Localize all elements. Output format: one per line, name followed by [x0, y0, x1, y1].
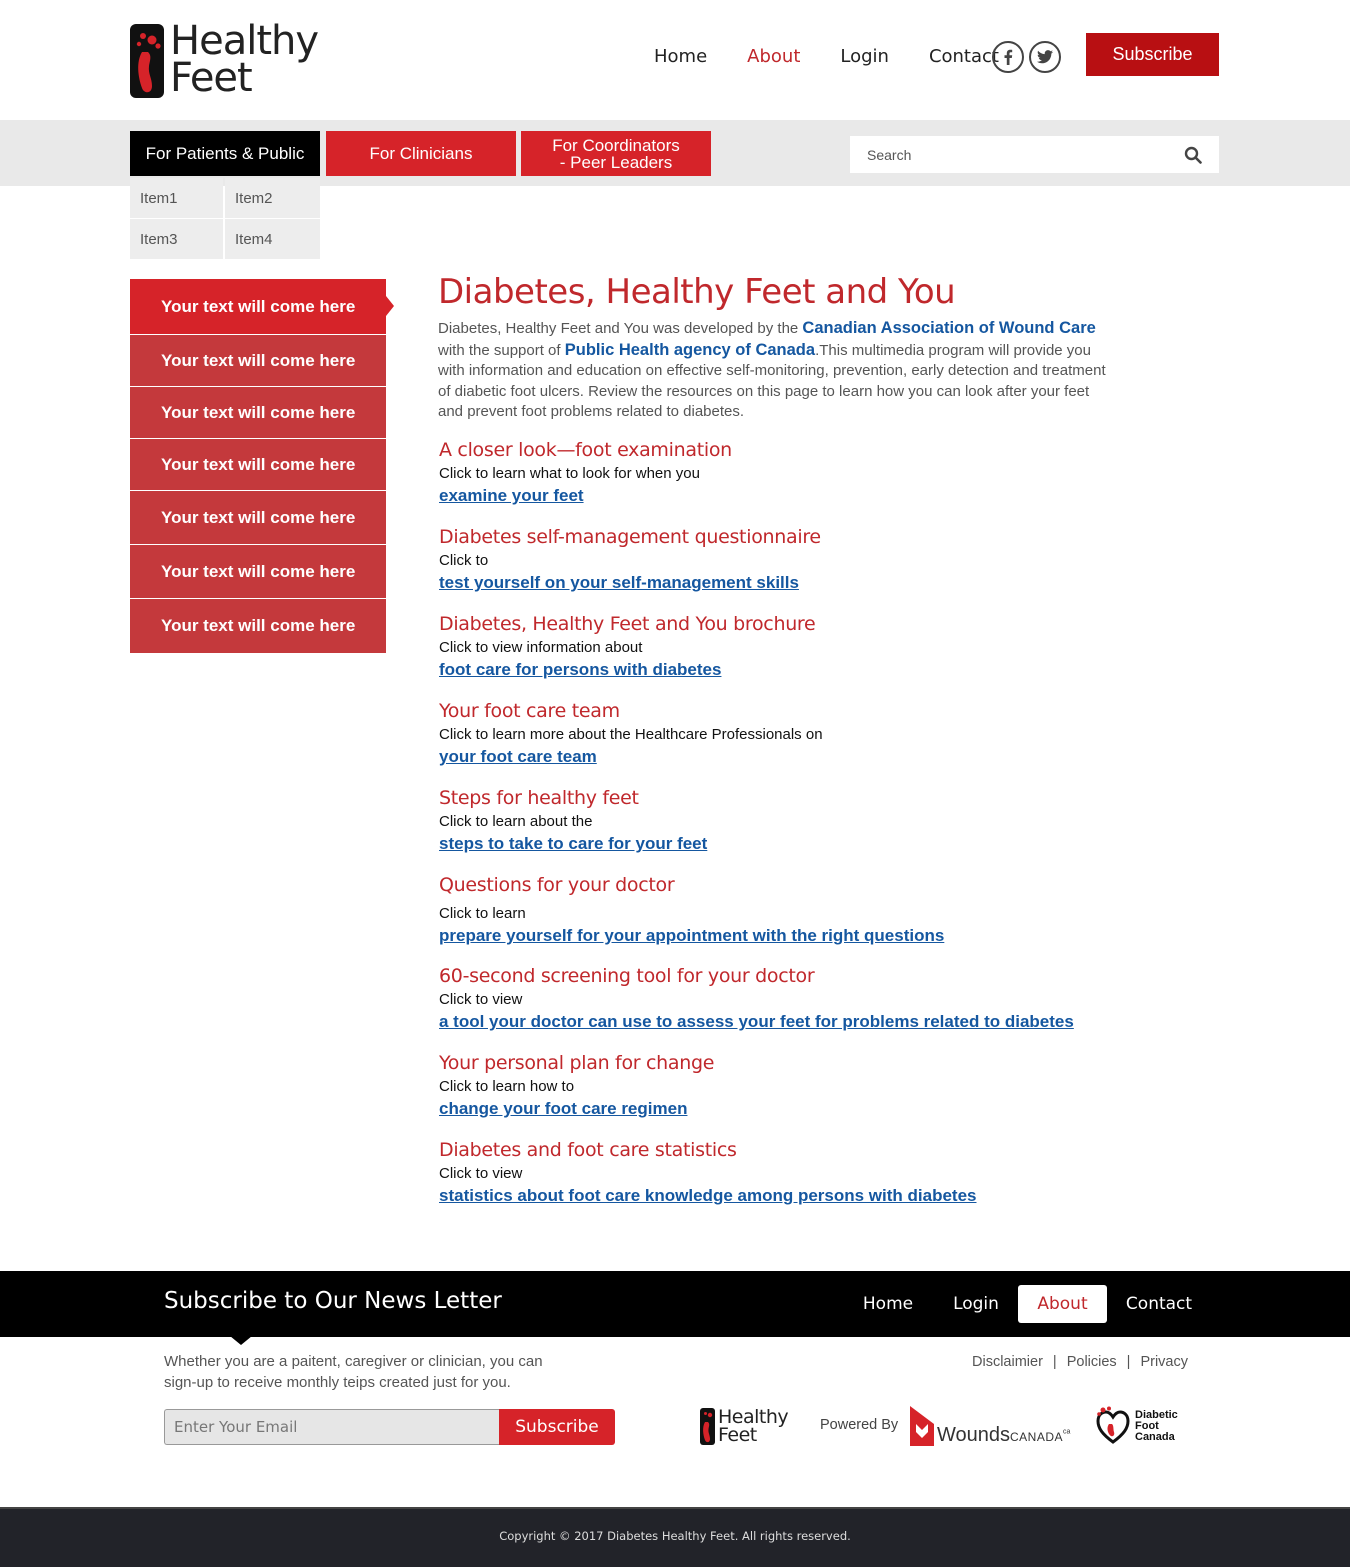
- section-heading: Diabetes self-management questionnaire: [439, 526, 821, 548]
- sidebar-item-4[interactable]: Your text will come here: [130, 439, 386, 490]
- section-lead: Click to: [439, 552, 489, 569]
- section-lead: Click to view: [439, 1165, 523, 1182]
- healthy-feet-footer-logo[interactable]: [700, 1407, 788, 1445]
- facebook-icon[interactable]: [992, 41, 1024, 73]
- dropdown-item-1[interactable]: Item1: [130, 178, 223, 218]
- section-heading: Steps for healthy feet: [439, 787, 639, 809]
- intro-text-2: with the support of: [438, 341, 565, 359]
- section-link[interactable]: steps to take to care for your feet: [439, 834, 708, 853]
- diabetic-foot-canada-logo[interactable]: [1096, 1406, 1178, 1446]
- tab-coordinators[interactable]: [521, 131, 711, 176]
- legal-links: [972, 1354, 1188, 1370]
- resource-section-8: [439, 1050, 1139, 1120]
- footprint-logo-icon: [130, 22, 166, 98]
- email-field[interactable]: [165, 1418, 499, 1436]
- footer-nav-login[interactable]: Login: [953, 1294, 999, 1314]
- resource-section-2: [439, 524, 1139, 594]
- resource-section-4: [439, 698, 1139, 768]
- footer-logo-line2: Feet: [718, 1424, 757, 1446]
- resource-section-9: [439, 1137, 1139, 1207]
- section-lead: Click to learn: [439, 905, 526, 922]
- footer-logo-line1: Healthy: [718, 1406, 789, 1428]
- sidebar-item-1[interactable]: Your text will come here: [130, 279, 386, 334]
- search-box: [850, 136, 1219, 173]
- footer-nav-about[interactable]: About: [1018, 1285, 1107, 1323]
- powered-by-label: Powered By: [820, 1417, 899, 1433]
- intro-text-1: Diabetes, Healthy Feet and You was developed by the: [438, 320, 803, 337]
- logo-text: Healthy Feet: [170, 18, 319, 101]
- dropdown-item-3[interactable]: Item3: [130, 219, 223, 259]
- footer-nav-home[interactable]: Home: [862, 1294, 914, 1314]
- section-lead: Click to view: [439, 991, 523, 1008]
- top-nav: [654, 46, 1039, 67]
- wounds-canada-logo[interactable]: [908, 1406, 1070, 1448]
- section-link[interactable]: a tool your doctor can use to assess your feet for problems related to diabetes: [439, 1012, 1074, 1031]
- link-cawc[interactable]: Canadian Association of Wound Care: [802, 319, 1096, 337]
- newsletter-description: Whether you are a paitent, caregiver or clinician, you can sign-up to receive monthly teips created just for you.: [164, 1353, 543, 1391]
- wounds-logo-suffix: ca: [1063, 1428, 1071, 1436]
- section-link[interactable]: your foot care team: [439, 747, 597, 766]
- section-link[interactable]: test yourself on your self-management skills: [439, 573, 799, 592]
- footer-subscribe-button[interactable]: Subscribe: [499, 1409, 615, 1445]
- wounds-canada-mark-icon: [908, 1406, 936, 1446]
- link-disclaimer[interactable]: Disclaimier: [972, 1354, 1043, 1370]
- tab-coordinators-line2: - Peer Leaders: [559, 152, 673, 172]
- section-heading: Your personal plan for change: [439, 1052, 715, 1074]
- link-policies[interactable]: Policies: [1066, 1354, 1117, 1370]
- nav-login[interactable]: Login: [840, 46, 889, 67]
- section-link[interactable]: examine your feet: [439, 486, 584, 505]
- section-lead: Click to learn more about the Healthcare Professionals on: [439, 726, 823, 743]
- nav-about[interactable]: About: [747, 46, 801, 67]
- resource-section-6: [439, 872, 1139, 947]
- section-heading: 60-second screening tool for your doctor: [439, 965, 815, 987]
- sidebar-active-pointer: [386, 296, 394, 316]
- page-title: Diabetes, Healthy Feet and You: [438, 272, 956, 312]
- social-links: [992, 41, 1061, 73]
- dfc-logo-line2: Foot: [1135, 1419, 1159, 1432]
- section-heading: Questions for your doctor: [439, 874, 675, 896]
- sidebar-item-2[interactable]: Your text will come here: [130, 335, 386, 386]
- resource-section-1: [439, 437, 1139, 507]
- resource-section-5: [439, 785, 1139, 855]
- section-lead: Click to learn about the: [439, 813, 593, 830]
- main-content: [438, 270, 1128, 423]
- section-link[interactable]: change your foot care regimen: [439, 1099, 688, 1118]
- section-link[interactable]: prepare yourself for your appointment with the right questions: [439, 926, 945, 945]
- section-heading: Diabetes, Healthy Feet and You brochure: [439, 613, 816, 635]
- section-lead: Click to view information about: [439, 639, 643, 656]
- tab-coordinators-line1: For Coordinators: [552, 135, 680, 155]
- section-heading: Your foot care team: [439, 700, 620, 722]
- copyright-text: Copyright © 2017 Diabetes Healthy Feet. All rights reserved.: [499, 1529, 851, 1543]
- nav-contact[interactable]: Contact: [928, 46, 999, 67]
- section-link[interactable]: statistics about foot care knowledge among persons with diabetes: [439, 1186, 977, 1205]
- tab-clinicians[interactable]: For Clinicians: [326, 131, 516, 176]
- section-heading: A closer look—foot examination: [439, 439, 732, 461]
- sidebar-item-3[interactable]: Your text will come here: [130, 387, 386, 438]
- section-heading: Diabetes and foot care statistics: [439, 1139, 737, 1161]
- dfc-logo-line3: Canada: [1135, 1430, 1175, 1443]
- tab-patients-public[interactable]: For Patients & Public: [130, 131, 320, 176]
- newsletter-title: Subscribe to Our News Letter: [164, 1288, 502, 1314]
- dropdown-item-2[interactable]: Item2: [225, 178, 320, 218]
- twitter-icon[interactable]: [1029, 41, 1061, 73]
- nav-home[interactable]: Home: [654, 46, 708, 67]
- legal-separator: |: [1052, 1354, 1057, 1370]
- heart-foot-icon: [1096, 1406, 1130, 1446]
- section-link[interactable]: foot care for persons with diabetes: [439, 660, 722, 679]
- sidebar-item-7[interactable]: Your text will come here: [130, 599, 386, 653]
- site-logo[interactable]: [130, 20, 330, 100]
- wounds-logo-main: Wounds: [937, 1424, 1011, 1446]
- email-field-wrapper: [164, 1409, 499, 1445]
- resource-section-7: [439, 963, 1139, 1033]
- footer-nav-contact[interactable]: Contact: [1125, 1294, 1193, 1314]
- section-lead: Click to learn how to: [439, 1078, 575, 1095]
- search-input[interactable]: [850, 136, 1170, 173]
- newsletter-pointer: [230, 1336, 252, 1345]
- sidebar-item-6[interactable]: Your text will come here: [130, 545, 386, 598]
- dropdown-item-4[interactable]: Item4: [225, 219, 320, 259]
- search-icon[interactable]: [1184, 146, 1202, 164]
- intro-text-3: .This multimedia program will provide you with information and education on effective self-monitoring, prevention, early detection and treatment of diabetic foot ulcers. Review the resources on this page to learn how you can look after your feet and prevent foot problems related to diabetes.: [438, 341, 1106, 420]
- sidebar-item-5[interactable]: Your text will come here: [130, 491, 386, 544]
- link-phac[interactable]: Public Health agency of Canada: [564, 340, 816, 359]
- resource-section-3: [439, 611, 1139, 681]
- section-lead: Click to learn what to look for when you: [439, 465, 700, 482]
- footprint-logo-icon: [700, 1407, 716, 1445]
- dfc-logo-line1: Diabetic: [1135, 1408, 1178, 1421]
- link-privacy[interactable]: Privacy: [1140, 1354, 1188, 1370]
- wounds-logo-sub: CANADA: [1010, 1430, 1064, 1444]
- intro-paragraph: [438, 318, 1113, 423]
- legal-separator: |: [1126, 1354, 1131, 1370]
- subscribe-button[interactable]: Subscribe: [1086, 33, 1219, 76]
- site-header: [0, 0, 1350, 120]
